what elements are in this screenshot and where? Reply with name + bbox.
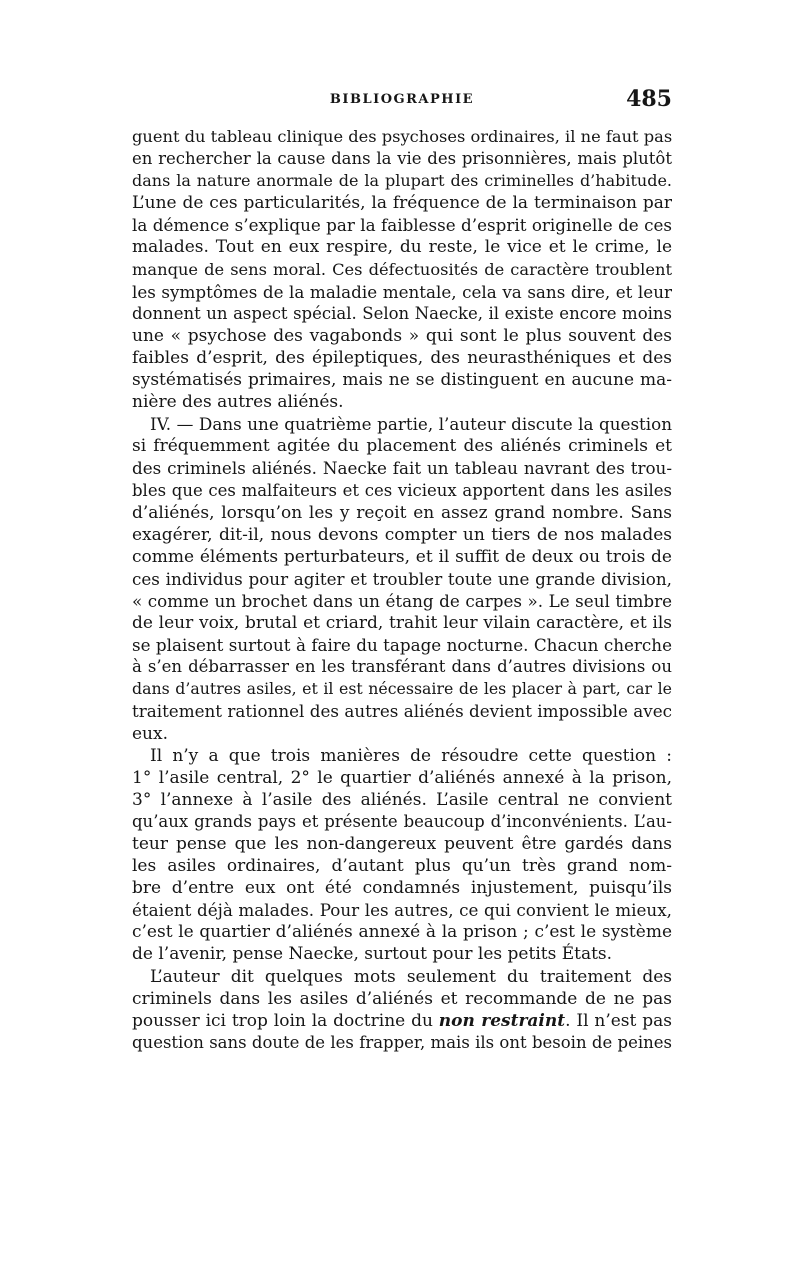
text-line: bre d’entre eux ont été condamnés injustement, puisqu’ils bbox=[132, 878, 672, 899]
text-segment: . Il n’est pas bbox=[565, 1010, 672, 1031]
text-line: étaient déjà malades. Pour les autres, ce qui convient le mieux, bbox=[132, 900, 672, 921]
text-line: bles que ces malfaiteurs et ces vicieux apportent dans les asiles bbox=[132, 480, 672, 500]
text-line: « comme un brochet dans un étang de carpes ». Le seul timbre bbox=[132, 590, 672, 611]
text-line: L’une de ces particularités, la fréquence de la terminaison par bbox=[132, 193, 672, 214]
text-line: malades. Tout en eux respire, du reste, le vice et le crime, le bbox=[132, 237, 672, 258]
text-segment: pousser ici trop loin la doctrine du bbox=[132, 1010, 433, 1031]
text-line: criminels dans les asiles d’aliénés et recommande de ne pas bbox=[132, 988, 672, 1009]
text-line: manque de sens moral. Ces défectuosités de caractère troublent bbox=[132, 259, 672, 279]
text-line: ces individus pour agiter et troubler toute une grande division, bbox=[132, 568, 672, 589]
body-text bbox=[132, 126, 672, 1054]
text-line: systématisés primaires, mais ne se distinguent en aucune ma- bbox=[132, 370, 672, 391]
text-line: une « psychose des vagabonds » qui sont le plus souvent des bbox=[132, 325, 672, 346]
text-line: de leur voix, brutal et criard, trahit leur vilain caractère, et ils bbox=[132, 613, 672, 634]
text-line: 3° l’annexe à l’asile des aliénés. L’asile central ne convient bbox=[132, 789, 672, 810]
text-line: les symptômes de la maladie mentale, cela va sans dire, et leur bbox=[132, 281, 672, 302]
page-number: 485 bbox=[626, 86, 672, 112]
text-line: dans la nature anormale de la plupart des criminelles d’habitude. bbox=[132, 171, 672, 191]
text-line: nière des autres aliénés. bbox=[132, 392, 344, 413]
text-line: les asiles ordinaires, d’autant plus qu’un très grand nom- bbox=[132, 856, 672, 877]
text-line: si fréquemment agitée du placement des aliénés criminels et bbox=[132, 436, 672, 457]
text-line: question sans doute de les frapper, mais ils ont besoin de peines bbox=[132, 1032, 672, 1052]
text-line: se plaisent surtout à faire du tapage nocturne. Chacun cherche bbox=[132, 635, 672, 656]
text-line: eux. bbox=[132, 723, 169, 744]
text-line: qu’aux grands pays et présente beaucoup d’inconvénients. L’au- bbox=[132, 811, 672, 831]
text-line: Il n’y a que trois manières de résoudre cette question : bbox=[150, 745, 672, 766]
text-line: guent du tableau clinique des psychoses ordinaires, il ne faut pas bbox=[132, 127, 673, 146]
text-line: exagérer, dit-il, nous devons compter un tiers de nos malades bbox=[132, 524, 672, 545]
text-line: dans d’autres asiles, et il est nécessaire de les placer à part, car le bbox=[132, 679, 672, 699]
text-line: IV. — Dans une quatrième partie, l’auteur discute la question bbox=[150, 414, 672, 435]
text-line: teur pense que les non-dangereux peuvent être gardés dans bbox=[132, 834, 672, 854]
text-line: d’aliénés, lorsqu’on les y reçoit en assez grand nombre. Sans bbox=[132, 502, 672, 523]
running-head: BIBLIOGRAPHIE bbox=[329, 92, 475, 107]
text-line: donnent un aspect spécial. Selon Naecke, il existe encore moins bbox=[132, 303, 672, 323]
text-line: à s’en débarrasser en les transférant dans d’autres divisions ou bbox=[132, 657, 672, 677]
text-line: c’est le quartier d’aliénés annexé à la prison ; c’est le système bbox=[132, 922, 672, 943]
text-line: comme éléments perturbateurs, et il suffit de deux ou trois de bbox=[132, 546, 672, 567]
text-line: L’auteur dit quelques mots seulement du traitement des bbox=[150, 966, 672, 987]
text-line: de l’avenir, pense Naecke, surtout pour les petits États. bbox=[132, 944, 613, 965]
text-line: en rechercher la cause dans la vie des prisonnières, mais plutôt bbox=[132, 149, 672, 169]
text-line: faibles d’esprit, des épileptiques, des neurasthéniques et des bbox=[132, 347, 672, 368]
page-header bbox=[132, 86, 672, 118]
text-line-with-italic bbox=[132, 1010, 672, 1032]
text-line: 1° l’asile central, 2° le quartier d’aliénés annexé à la prison, bbox=[132, 767, 672, 788]
text-line: la démence s’explique par la faiblesse d’esprit originelle de ces bbox=[132, 215, 672, 236]
italic-term: non restraint bbox=[438, 1010, 566, 1031]
text-line: des criminels aliénés. Naecke fait un tableau navrant des trou- bbox=[132, 458, 672, 479]
text-line: traitement rationnel des autres aliénés devient impossible avec bbox=[132, 701, 672, 722]
